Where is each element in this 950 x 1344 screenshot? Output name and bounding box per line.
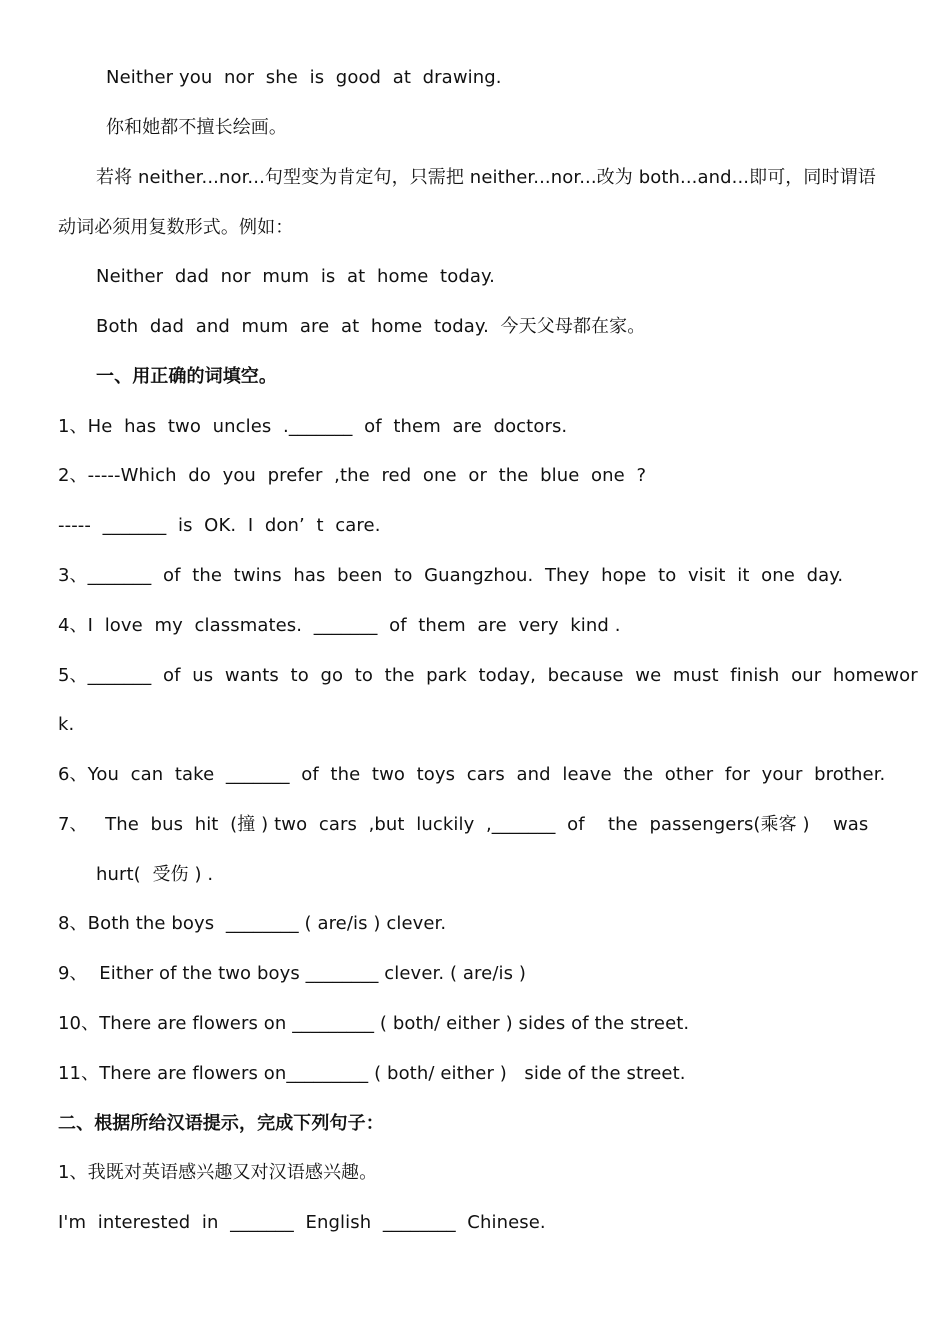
section-1-heading: 一、用正确的词填空。	[96, 366, 277, 387]
example-positive-sentence: Both dad and mum are at home today. 今天父母都在家。	[96, 316, 646, 337]
exercise-item-10: 10、There are flowers on _________ ( both/ either ) sides of the street.	[58, 1013, 690, 1034]
exercise-item-7: 7、 The bus hit (撞 ) two cars ,but luckily ,_______ of the passengers(乘客 ) was	[58, 814, 869, 835]
exercise-item-8: 8、Both the boys ________ ( are/is ) clever.	[58, 913, 447, 934]
example-chinese-translation: 你和她都不擅长绘画。	[106, 117, 287, 138]
rule-paragraph-line-1: 若将 neither...nor...句型变为肯定句，只需把 neither...nor...改为 both...and...即可，同时谓语	[96, 167, 876, 188]
exercise-2-item-1-prompt: 1、我既对英语感兴趣又对汉语感兴趣。	[58, 1162, 378, 1183]
example-english-sentence: Neither you nor she is good at drawing.	[106, 67, 502, 88]
exercise-item-6: 6、You can take _______ of the two toys cars and leave the other for your brother.	[58, 764, 886, 785]
exercise-2-item-1-sentence: I'm interested in _______ English ________ Chinese.	[58, 1212, 546, 1233]
exercise-item-11: 11、There are flowers on_________ ( both/ either ) side of the street.	[58, 1063, 686, 1084]
exercise-item-2-answer: ----- _______ is OK. I don’ t care.	[58, 515, 381, 536]
example-negative-sentence: Neither dad nor mum is at home today.	[96, 266, 495, 287]
exercise-item-9: 9、 Either of the two boys ________ clever. ( are/is )	[58, 963, 527, 984]
exercise-item-2: 2、-----Which do you prefer ,the red one or the blue one ?	[58, 465, 647, 486]
exercise-item-5: 5、_______ of us wants to go to the park today, because we must finish our homewor	[58, 665, 918, 686]
section-2-heading: 二、根据所给汉语提示，完成下列句子：	[58, 1113, 384, 1134]
rule-paragraph-line-2: 动词必须用复数形式。例如：	[58, 217, 294, 238]
exercise-item-3: 3、_______ of the twins has been to Guangzhou. They hope to visit it one day.	[58, 565, 844, 586]
exercise-item-4: 4、I love my classmates. _______ of them are very kind .	[58, 615, 621, 636]
exercise-item-1: 1、He has two uncles ._______ of them are doctors.	[58, 416, 568, 437]
exercise-item-5-continued: k.	[58, 714, 75, 735]
exercise-item-7-continued: hurt( 受伤 ) .	[96, 864, 214, 885]
